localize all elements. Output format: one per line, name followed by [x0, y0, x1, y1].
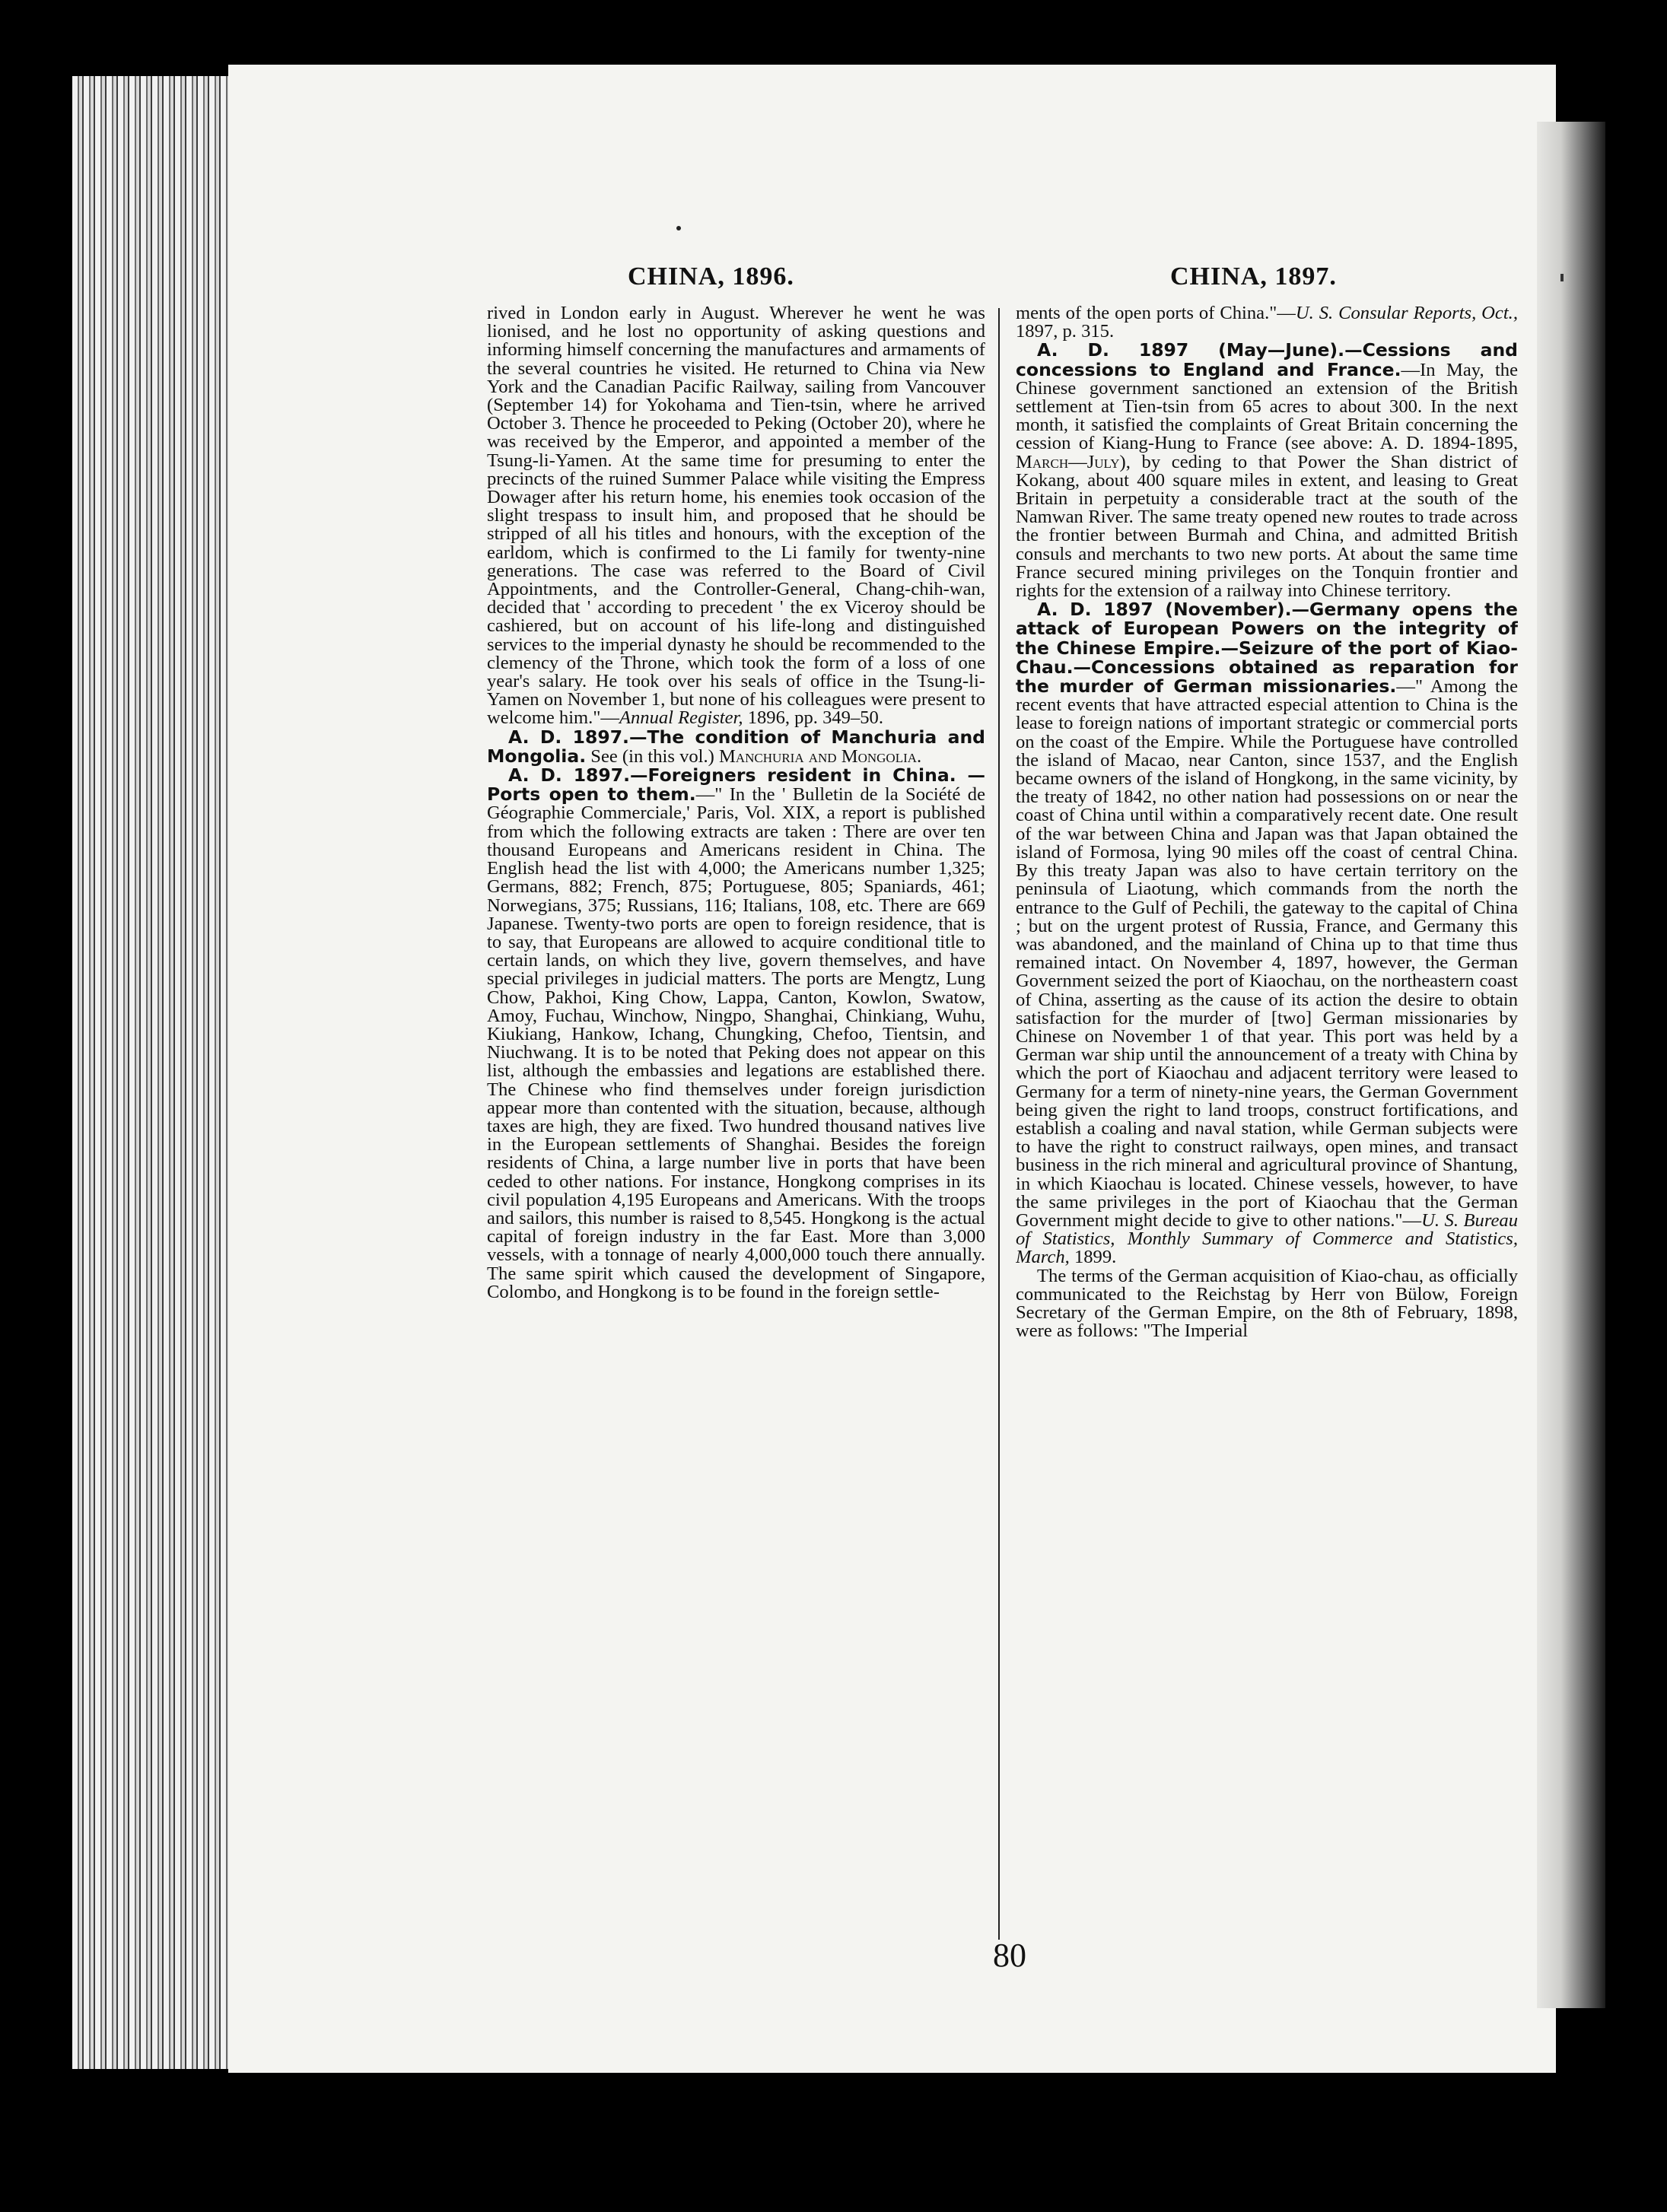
print-speck	[676, 226, 681, 230]
paragraph-text: ), by ceding to that Power the Shan district of Kokang, about 400 square miles in extent, and leasing to Great Britain in perpetuity a considerable tract at the south of the Namwan River. The same treaty opened new routes to trade across the frontier between Burmah and China, and admitted British consuls and merchants to two new ports. At about the same time France secured mining privileges on the Tonquin frontier and rights for the extension of a railway into Chinese territory.	[1016, 451, 1518, 602]
right-column	[1016, 304, 1518, 1947]
citation: U. S. Consular Reports, Oct.,	[1295, 304, 1518, 323]
paragraph-text: rived in London early in August. Wherever he went he was lionised, and he lost no opportunity of asking questions and informing himself concerning the manufactures and armaments of the several countries he visited. He returned to China via New York and the Canadian Pacific Railway, sailing from Vancouver (September 14) for Yokohama and Tien-tsin, where he arrived October 3. Thence he proceeded to Peking (October 20), where he was received by the Emperor, and appointed a member of the Tsung-li-Yamen. At the same time for presuming to enter the precincts of the ruined Summer Palace while visiting the Empress Dowager after his return home, his enemies took occasion of the slight trespass to insult him, and proposed that he should be stripped of all his titles and honours, with the exception of the earldom, which is confirmed to the Li family for twenty-nine generations. The case was referred to the Board of Civil Appointments, and the Controller-General, Chang-chih-wan, decided that ' according to precedent ' the ex Viceroy should be cashiered, but on account of his life-long and distinguished services to the imperial dynasty he should be recommended to the clemency of the Throne, which took the form of a loss of one year's salary. He took over his seals of office in the Tsung-li-Yamen on November 1, but none of his colleagues were present to welcome him."—	[487, 304, 985, 729]
paragraph	[487, 728, 985, 766]
paragraph-text: —In May, the Chinese government sanctioned an extension of the British settlement at Tien-tsin from 65 acres to about 300. In the next month, it satisfied the complaints of Great Britain concerning the cession of Kiang-Hung to France (see above: A. D. 1894-1895,	[1016, 359, 1518, 454]
cross-reference: Manchuria and Mongolia.	[719, 745, 922, 767]
paragraph	[487, 766, 985, 1301]
paragraph	[487, 304, 985, 728]
citation-pages: 1897, p. 315.	[1016, 321, 1115, 342]
book-gutter-shadow	[1537, 122, 1605, 2008]
paragraph	[1016, 341, 1518, 600]
citation-year: 1899.	[1069, 1247, 1117, 1268]
paragraph-text: ments of the open ports of China."—	[1016, 304, 1296, 323]
paragraph	[1016, 600, 1518, 1266]
book-page-edges	[72, 76, 236, 2069]
citation: U. S. Bureau of Statistics, Monthly Summary of Commerce and Statistics, March,	[1016, 1209, 1518, 1268]
column-rule	[998, 308, 1000, 1940]
page-number: 80	[993, 1937, 1026, 1974]
running-head-left: CHINA, 1896.	[628, 262, 794, 291]
entry-heading: A. D. 1897 (May—June).—Cessions and concessions to England and France.	[1016, 339, 1518, 380]
paragraph: The terms of the German acquisition of Kiao-chau, as officially communicated to the Reichstag by Herr von Bülow, Foreign Secretary of the German Empire, on the 8th of February, 1898, were as follows: "The Imperial	[1016, 1265, 1518, 1342]
entry-heading: A. D. 1897.—Foreigners resident in China. —Ports open to them.	[487, 764, 985, 806]
paragraph-text: —" In the ' Bulletin de la Société de Géographie Commerciale,' Paris, Vol. XIX, a report is published from which the following extracts are taken : There are over ten thousand Europeans and Americans resident in China. The English head the list with 4,000; the Americans number 1,325; Germans, 882; French, 875; Portuguese, 805; Spaniards, 461; Norwegians, 375; Russians, 116; Italians, 108, etc. There are 669 Japanese. Twenty-two ports are open to foreign residence, that is to say, that Europeans are allowed to acquire conditional title to certain lands, on which they live, govern themselves, and have special privileges in judicial matters. The ports are Mengtz, Lung Chow, Pakhoi, King Chow, Lappa, Canton, Kowlon, Swatow, Amoy, Fuchau, Winchow, Ningpo, Shanghai, Chinkiang, Wuhu, Kiukiang, Hankow, Ichang, Chungking, Chefoo, Tientsin, and Niuchwang. It is to be noted that Peking does not appear on this list, although the embassies and legations are established there. The Chinese who find themselves under foreign jurisdiction appear more than contented with the situation, because, although taxes are high, they are fixed. Two hundred thousand natives live in the European settlements of Shanghai. Besides the foreign residents of China, a large number live in ports that have been ceded to other nations. For instance, Hongkong comprises in its civil population 4,195 Europeans and Americans. With the troops and sailors, this number is raised to 8,545. Hongkong is the actual capital of foreign industry in the far East. More than 3,000 vessels, with a tonnage of nearly 4,000,000 touch there annually. The same spirit which caused the development of Singapore, Colombo, and Hongkong is to be found in the foreign settle-	[487, 784, 985, 1302]
running-head-right: CHINA, 1897.	[1170, 262, 1337, 291]
paragraph-text: —" Among the recent events that have attracted especial attention to China is the lease to foreign nations of important strategic or commercial ports on the coast of the Empire. While the Portuguese have controlled the island of Macao, near Canton, since 1537, and the English became owners of the island of Hongkong, in the same vicinity, by the treaty of 1842, no other nation had possessions on or near the coast of China until within a comparatively recent date. One result of the war between China and Japan was that Japan obtained the island of Formosa, lying 90 miles off the coast of central China. By this treaty Japan was also to have certain territory on the peninsula of Liaotung, which commands from the north the entrance to the Gulf of Pechili, the gateway to the capital of China ; but on the urgent protest of Russia, France, and Germany this was abandoned, and the mainland of China up to that time thus remained intact. On November 4, 1897, however, the German Government seized the port of Kiaochau, on the northeastern coast of China, asserting as the cause of its action the desire to obtain satisfaction for the murder of [two] German missionaries by Chinese on November 1 of that year. This port was held by a German war ship until the announcement of a treaty with China by which the port of Kiaochau and adjacent territory were leased to Germany for a term of ninety-nine years, the German Government being given the right to land troops, construct fortifications, and establish a coaling and naval station, while German subjects were to have the right to construct railways, open mines, and transact business in the rich mineral and agricultural province of Shantung, in which Kiaochau is located. Chinese vessels, however, to have the same privileges in the port of Kiaochau that the German Government might decide to give to other nations."—	[1016, 676, 1518, 1231]
entry-heading: A. D. 1897 (November).—Germany opens the attack of European Powers on the integrity of the Chinese Empire.—Seizure of the port of Kiao-Chau.—Concessions obtained as reparation for the murder of German missionaries.	[1016, 599, 1518, 698]
paragraph-text: See (in this vol.)	[586, 745, 719, 767]
citation-pages: 1896, pp. 349–50.	[743, 707, 883, 729]
paragraph	[1016, 304, 1518, 341]
cross-reference: March—July	[1016, 451, 1120, 472]
citation: Annual Register,	[619, 707, 743, 729]
left-column	[487, 304, 985, 1947]
print-speck	[1560, 274, 1564, 281]
entry-heading: A. D. 1897.—The condition of Manchuria and Mongolia.	[487, 726, 985, 767]
